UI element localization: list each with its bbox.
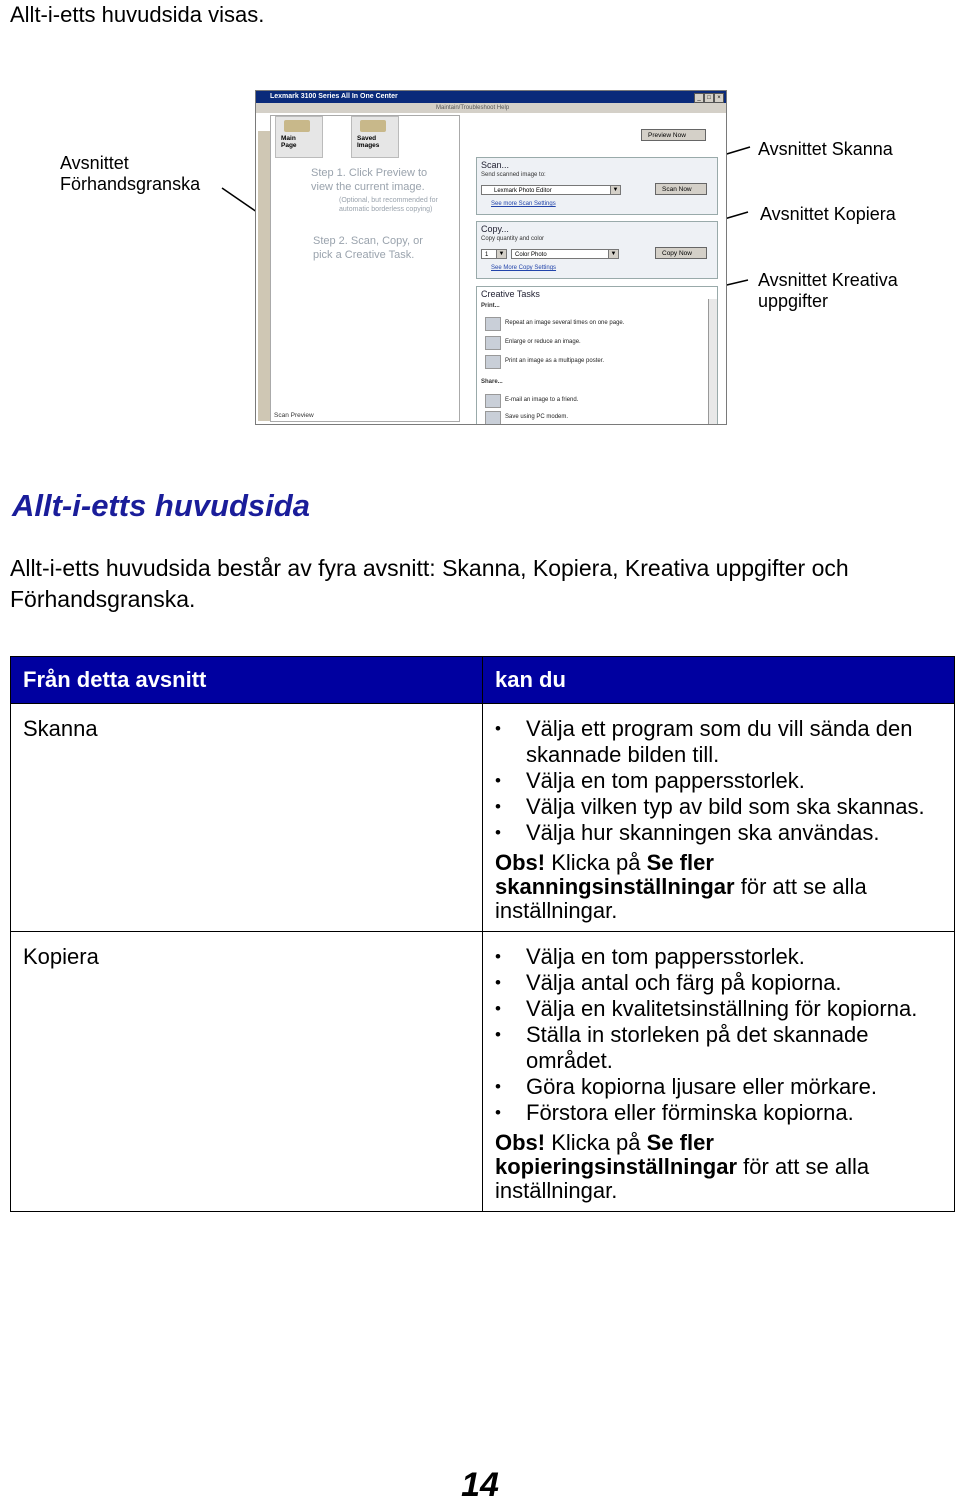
saved-images-icon bbox=[360, 120, 386, 132]
chevron-down-icon: ▼ bbox=[496, 250, 506, 258]
copy-title: Copy... bbox=[481, 224, 509, 234]
chevron-down-icon: ▼ bbox=[610, 186, 620, 194]
task-enlarge[interactable]: Enlarge or reduce an image. bbox=[505, 339, 581, 345]
chevron-down-icon: ▼ bbox=[608, 250, 618, 258]
task-modem[interactable]: Save using PC modem. bbox=[505, 414, 569, 420]
print-heading: Print... bbox=[481, 303, 500, 309]
copy-subtitle: Copy quantity and color bbox=[481, 236, 545, 242]
action-list bbox=[495, 716, 944, 846]
scan-now-button[interactable]: Scan Now bbox=[655, 183, 707, 195]
table-header-row bbox=[11, 657, 955, 704]
step-2 bbox=[313, 234, 423, 262]
preview-pane bbox=[270, 115, 460, 422]
callout-preview-line2: Förhandsgranska bbox=[60, 174, 201, 194]
list-item: • Ställa in storleken på det skannade området. bbox=[495, 1022, 944, 1074]
row-section-name: Skanna bbox=[11, 704, 483, 932]
task-poster[interactable]: Print an image as a multipage poster. bbox=[505, 358, 605, 364]
intro-paragraph: Allt-i-etts huvudsida består av fyra avsnitt: Skanna, Kopiera, Kreativa uppgifter och Förhandsgranska. bbox=[10, 555, 849, 612]
list-item: • Välja hur skanningen ska användas. bbox=[495, 820, 944, 846]
tab-saved-label-2: Images bbox=[357, 142, 380, 149]
scan-section bbox=[476, 157, 718, 215]
step-2-line1: Step 2. Scan, Copy, or bbox=[313, 235, 423, 247]
list-item: • Välja antal och färg på kopiorna. bbox=[495, 970, 944, 996]
copy-mode-select[interactable] bbox=[511, 249, 619, 259]
app-screenshot bbox=[255, 90, 727, 425]
copy-section bbox=[476, 221, 718, 279]
page-number: 14 bbox=[461, 1466, 499, 1504]
header-actions: kan du bbox=[483, 657, 955, 704]
step-1 bbox=[311, 166, 427, 194]
scan-subtitle: Send scanned image to: bbox=[481, 172, 546, 178]
copy-mode-value: Color Photo bbox=[515, 252, 547, 258]
poster-icon bbox=[485, 355, 501, 369]
email-icon bbox=[485, 394, 501, 408]
scan-settings-link[interactable]: See more Scan Settings bbox=[491, 201, 556, 207]
maximize-button[interactable]: □ bbox=[704, 93, 714, 103]
section-heading: Allt-i-etts huvudsida bbox=[12, 488, 310, 523]
step-2-line2: pick a Creative Task. bbox=[313, 249, 415, 261]
list-item: • Välja en tom pappersstorlek. bbox=[495, 768, 944, 794]
enlarge-image-icon bbox=[485, 336, 501, 350]
list-item: • Välja en tom pappersstorlek. bbox=[495, 944, 944, 970]
tab-main-label-1: Main bbox=[281, 135, 296, 142]
list-item: • Förstora eller förminska kopiorna. bbox=[495, 1100, 944, 1126]
note-text-pre: Klicka på bbox=[545, 850, 647, 875]
creative-tasks-section bbox=[476, 286, 718, 425]
close-button[interactable]: × bbox=[714, 93, 724, 103]
note-label: Obs! bbox=[495, 1130, 546, 1155]
table-row bbox=[11, 932, 955, 1212]
step-1-line2: view the current image. bbox=[311, 181, 425, 193]
repeat-image-icon bbox=[485, 317, 501, 331]
preview-now-button[interactable]: Preview Now bbox=[641, 129, 706, 141]
header-section: Från detta avsnitt bbox=[11, 657, 483, 704]
window-titlebar bbox=[256, 91, 726, 103]
list-item: • Välja vilken typ av bild som ska skannas. bbox=[495, 794, 944, 820]
step-1-line1: Step 1. Click Preview to bbox=[311, 167, 428, 179]
task-repeat[interactable]: Repeat an image several times on one page. bbox=[505, 320, 625, 326]
note-link-text: Se fler skanningsinställningar bbox=[495, 850, 735, 899]
row-actions bbox=[483, 704, 955, 932]
copy-settings-link[interactable]: See More Copy Settings bbox=[491, 265, 557, 271]
action-list bbox=[495, 944, 944, 1126]
scan-destination-value: Lexmark Photo Editor bbox=[494, 188, 552, 194]
note-label: Obs! bbox=[495, 850, 546, 875]
copy-quantity-select[interactable] bbox=[481, 249, 507, 259]
list-item: • Välja ett program som du vill sända den skannade bilden till. bbox=[495, 716, 944, 768]
tab-saved-label-1: Saved bbox=[357, 135, 377, 142]
menu-bar[interactable]: Maintain/Troubleshoot Help bbox=[256, 103, 726, 113]
intro-text: Allt-i-etts huvudsida visas. bbox=[10, 2, 265, 27]
scan-preview-label: Scan Preview bbox=[274, 412, 314, 419]
creative-title: Creative Tasks bbox=[481, 289, 540, 299]
share-heading: Share... bbox=[481, 379, 503, 385]
note-text-post: för att se alla inställningar. bbox=[495, 1154, 870, 1203]
modem-icon bbox=[485, 411, 501, 425]
note-text-post: för att se alla inställningar. bbox=[495, 874, 867, 923]
step-1-note-line2: automatic borderless copying) bbox=[339, 206, 433, 213]
scan-destination-select[interactable] bbox=[481, 185, 621, 195]
tab-main-page[interactable] bbox=[275, 116, 323, 158]
step-1-note-line1: (Optional, but recommended for bbox=[339, 197, 438, 204]
scan-title: Scan... bbox=[481, 160, 510, 170]
minimize-button[interactable]: _ bbox=[694, 93, 704, 103]
copy-quantity-value: 1 bbox=[485, 252, 489, 258]
callout-creative-line2: uppgifter bbox=[758, 291, 829, 311]
note bbox=[495, 851, 944, 923]
row-section-name: Kopiera bbox=[11, 932, 483, 1212]
step-1-note bbox=[339, 196, 438, 214]
sections-table bbox=[10, 656, 955, 1212]
creative-scrollbar[interactable] bbox=[708, 299, 717, 425]
task-email[interactable]: E-mail an image to a friend. bbox=[505, 397, 579, 403]
note bbox=[495, 1131, 944, 1203]
list-item: • Välja en kvalitetsinställning för kopiorna. bbox=[495, 996, 944, 1022]
callout-copy: Avsnittet Kopiera bbox=[760, 204, 896, 224]
note-text-pre: Klicka på bbox=[545, 1130, 647, 1155]
window-sidebar-strip bbox=[258, 131, 270, 421]
callout-scan: Avsnittet Skanna bbox=[758, 139, 893, 159]
copy-now-button[interactable]: Copy Now bbox=[655, 247, 707, 259]
list-item: • Göra kopiorna ljusare eller mörkare. bbox=[495, 1074, 944, 1100]
window-title: Lexmark 3100 Series All In One Center bbox=[270, 93, 398, 100]
tab-saved-images[interactable] bbox=[351, 116, 399, 158]
tab-main-label-2: Page bbox=[281, 142, 297, 149]
main-page-icon bbox=[284, 120, 310, 132]
table-row bbox=[11, 704, 955, 932]
callout-preview-line1: Avsnittet bbox=[60, 153, 129, 173]
callout-creative-line1: Avsnittet Kreativa bbox=[758, 270, 898, 290]
row-actions bbox=[483, 932, 955, 1212]
note-link-text: Se fler kopieringsinställningar bbox=[495, 1130, 738, 1179]
